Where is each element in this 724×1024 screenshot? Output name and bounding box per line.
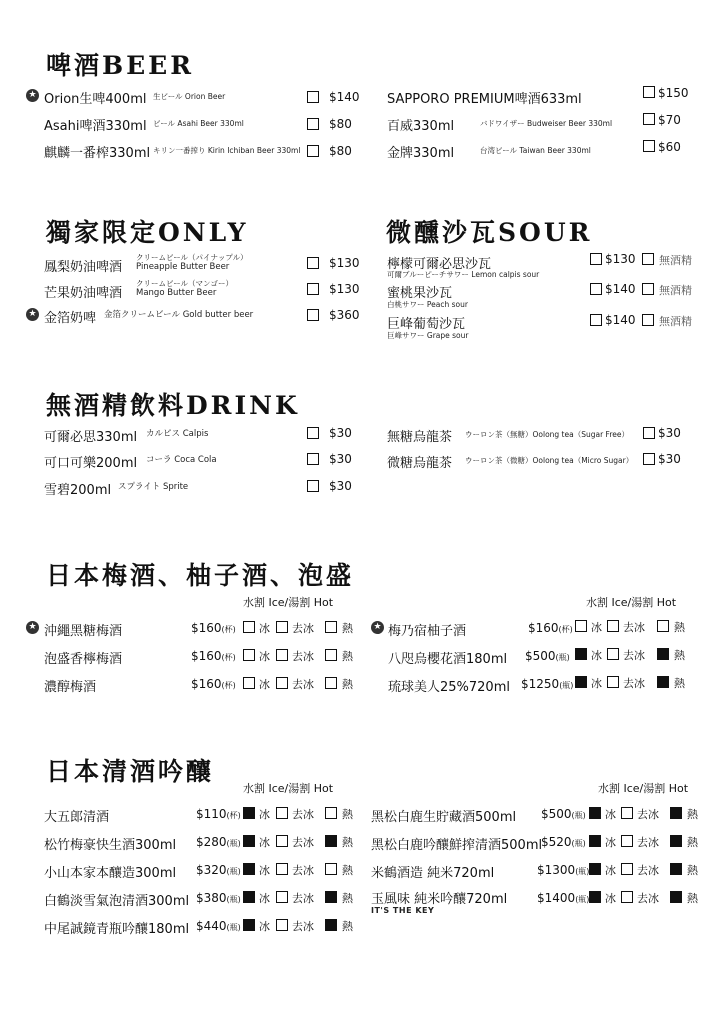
beer-item-price: $150 xyxy=(658,86,689,100)
exclusive-item-sub-en: Mango Butter Beer xyxy=(136,288,217,298)
beer-item-sub: ビール Asahi Beer 330ml xyxy=(153,119,244,128)
sake-price-value: $380 xyxy=(196,891,227,905)
order-checkbox[interactable] xyxy=(307,453,319,465)
hot-label: 熱 xyxy=(342,650,353,663)
section-heading-umeshu: 日本梅酒、柚子酒、泡盛 xyxy=(46,561,355,590)
sake-item-price xyxy=(537,891,589,905)
no-ice-checkbox[interactable] xyxy=(276,863,288,875)
ice-label: 冰 xyxy=(259,920,270,933)
umeshu-item-name: 濃醇梅酒 xyxy=(44,680,97,695)
exclusive-item-sub: クリームビール（パイナップル） xyxy=(136,253,248,262)
hot-checkbox[interactable] xyxy=(325,835,337,847)
sour-item-name: 蜜桃果沙瓦 xyxy=(387,286,453,301)
drink-item-price: $30 xyxy=(329,452,352,466)
ice-label: 冰 xyxy=(259,622,270,635)
ice-checkbox[interactable] xyxy=(243,891,255,903)
no-ice-label: 去冰 xyxy=(292,892,314,905)
sake-item-price xyxy=(541,807,586,821)
no-ice-label: 去冰 xyxy=(292,836,314,849)
umeshu-price-unit: (瓶) xyxy=(555,653,570,662)
umeshu-price-unit: (杯) xyxy=(221,625,236,634)
sake-price-unit: (瓶) xyxy=(575,895,590,904)
sake-item-price xyxy=(537,863,589,877)
hot-label: 熱 xyxy=(342,622,353,635)
drink-item-price: $30 xyxy=(329,426,352,440)
umeshu-item-name: 泡盛香檸梅酒 xyxy=(44,652,123,667)
umeshu-item-price xyxy=(521,677,573,691)
sake-price-unit: (瓶) xyxy=(226,839,241,848)
ice-label: 冰 xyxy=(605,836,616,849)
beer-item-price: $80 xyxy=(329,117,352,131)
non-alcohol-label: 無酒精 xyxy=(659,254,692,267)
ice-checkbox[interactable] xyxy=(243,807,255,819)
ice-checkbox[interactable] xyxy=(589,835,601,847)
order-checkbox[interactable] xyxy=(590,314,602,326)
ice-label: 冰 xyxy=(259,678,270,691)
non-alcohol-checkbox[interactable] xyxy=(642,253,654,265)
umeshu-price-value: $160 xyxy=(528,621,559,635)
section-heading-beer: 啤酒BEER xyxy=(46,51,195,80)
beer-item-name: 百威330ml xyxy=(387,119,455,134)
beer-item-price: $140 xyxy=(329,90,360,104)
drink-item-name: 無糖烏龍茶 xyxy=(387,430,453,445)
sake-item-name: 黑松白鹿生貯藏酒500ml xyxy=(371,810,517,825)
exclusive-item-name: 鳳梨奶油啤酒 xyxy=(44,260,123,275)
no-ice-label: 去冰 xyxy=(292,920,314,933)
umeshu-item-price xyxy=(191,677,236,691)
no-ice-checkbox[interactable] xyxy=(276,649,288,661)
beer-item-sub: 台湾ビール Taiwan Beer 330ml xyxy=(480,146,591,155)
no-ice-checkbox[interactable] xyxy=(276,835,288,847)
order-checkbox[interactable] xyxy=(643,113,655,125)
sake-item-name: 米鶴酒造 純米720ml xyxy=(371,866,495,881)
hot-label: 熱 xyxy=(342,678,353,691)
order-checkbox[interactable] xyxy=(643,140,655,152)
ice-label: 冰 xyxy=(259,892,270,905)
ice-checkbox[interactable] xyxy=(575,648,587,660)
exclusive-item-price: $130 xyxy=(329,256,360,270)
umeshu-price-unit: (杯) xyxy=(221,681,236,690)
hot-label: 熱 xyxy=(342,920,353,933)
order-checkbox[interactable] xyxy=(307,309,319,321)
no-ice-checkbox[interactable] xyxy=(276,807,288,819)
drink-item-name: 雪碧200ml xyxy=(44,483,112,498)
ice-label: 冰 xyxy=(259,836,270,849)
hot-label: 熱 xyxy=(342,808,353,821)
beer-item-name: Orion生啤400ml xyxy=(44,92,147,107)
order-checkbox[interactable] xyxy=(590,283,602,295)
beer-item-price: $70 xyxy=(658,113,681,127)
no-ice-label: 去冰 xyxy=(623,677,645,690)
order-checkbox[interactable] xyxy=(590,253,602,265)
order-checkbox[interactable] xyxy=(643,427,655,439)
ice-label: 冰 xyxy=(605,864,616,877)
hot-label: 熱 xyxy=(687,864,698,877)
hot-checkbox[interactable] xyxy=(670,835,682,847)
hot-checkbox[interactable] xyxy=(325,863,337,875)
hot-checkbox[interactable] xyxy=(657,648,669,660)
umeshu-item-price xyxy=(191,649,236,663)
no-ice-checkbox[interactable] xyxy=(276,891,288,903)
umeshu-price-unit: (杯) xyxy=(558,625,573,634)
sake-price-unit: (瓶) xyxy=(226,923,241,932)
umeshu-price-unit: (杯) xyxy=(221,653,236,662)
drink-item-price: $30 xyxy=(329,479,352,493)
ice-label: 冰 xyxy=(259,864,270,877)
exclusive-item-name: 芒果奶油啤酒 xyxy=(44,286,123,301)
ice-label: 冰 xyxy=(591,621,602,634)
sake-price-unit: (瓶) xyxy=(571,839,586,848)
ice-checkbox[interactable] xyxy=(243,863,255,875)
ice-label: 冰 xyxy=(591,649,602,662)
hot-checkbox[interactable] xyxy=(670,863,682,875)
beer-item-name: Asahi啤酒330ml xyxy=(44,119,147,134)
hot-checkbox[interactable] xyxy=(670,807,682,819)
sake-price-value: $320 xyxy=(196,863,227,877)
hot-checkbox[interactable] xyxy=(657,620,669,632)
umeshu-price-value: $500 xyxy=(525,649,556,663)
sour-item-price: $140 xyxy=(605,313,636,327)
no-ice-label: 去冰 xyxy=(637,808,659,821)
hot-checkbox[interactable] xyxy=(670,891,682,903)
ice-label: 冰 xyxy=(605,808,616,821)
order-checkbox[interactable] xyxy=(307,257,319,269)
ice-checkbox[interactable] xyxy=(243,677,255,689)
sake-item-name: 玉風味 純米吟釀720ml xyxy=(371,892,508,907)
drink-item-name: 微糖烏龍茶 xyxy=(387,456,453,471)
serving-options-header: 水割 Ice/湯割 Hot xyxy=(598,782,689,795)
sake-item-name: 黑松白鹿吟釀鮮搾清酒500ml xyxy=(371,838,543,853)
umeshu-price-value: $160 xyxy=(191,649,222,663)
star-icon: ★ xyxy=(371,621,384,634)
umeshu-price-unit: (瓶) xyxy=(559,681,574,690)
sake-item-name: 中尾誠鏡青瓶吟釀180ml xyxy=(44,922,190,937)
section-heading-sour: 微醺沙瓦SOUR xyxy=(386,218,593,247)
serving-options-header: 水割 Ice/湯割 Hot xyxy=(243,782,334,795)
ice-checkbox[interactable] xyxy=(575,620,587,632)
exclusive-item-sub: 金箔クリームビール Gold butter beer xyxy=(104,310,254,320)
drink-item-name: 可爾必思330ml xyxy=(44,430,138,445)
beer-item-sub: バドワイザー Budweiser Beer 330ml xyxy=(480,119,613,128)
no-ice-checkbox[interactable] xyxy=(276,677,288,689)
order-checkbox[interactable] xyxy=(643,453,655,465)
drink-item-price: $30 xyxy=(658,426,681,440)
no-ice-checkbox[interactable] xyxy=(276,621,288,633)
ice-checkbox[interactable] xyxy=(243,919,255,931)
no-ice-checkbox[interactable] xyxy=(607,648,619,660)
drink-item-sub: カルピス Calpis xyxy=(146,429,209,439)
ice-label: 冰 xyxy=(605,892,616,905)
sour-item-sub: 巨峰サワー Grape sour xyxy=(387,331,469,340)
sake-item-price xyxy=(196,919,241,933)
non-alcohol-label: 無酒精 xyxy=(659,315,692,328)
hot-label: 熱 xyxy=(342,892,353,905)
order-checkbox[interactable] xyxy=(307,283,319,295)
umeshu-item-name: 琉球美人25%720ml xyxy=(388,680,510,695)
sake-price-value: $440 xyxy=(196,919,227,933)
non-alcohol-checkbox[interactable] xyxy=(642,314,654,326)
sour-item-name: 檸檬可爾必思沙瓦 xyxy=(387,257,492,272)
beer-item-name: SAPPORO PREMIUM啤酒633ml xyxy=(387,92,582,107)
umeshu-item-price xyxy=(525,649,570,663)
umeshu-item-name: 八咫烏櫻花酒180ml xyxy=(388,652,508,667)
ice-label: 冰 xyxy=(591,677,602,690)
no-ice-checkbox[interactable] xyxy=(621,807,633,819)
ice-checkbox[interactable] xyxy=(243,621,255,633)
section-heading-exclusive: 獨家限定ONLY xyxy=(46,218,249,247)
sake-item-name: 白鶴淡雪氣泡清酒300ml xyxy=(44,894,190,909)
ice-checkbox[interactable] xyxy=(243,835,255,847)
no-ice-label: 去冰 xyxy=(637,836,659,849)
sake-price-unit: (瓶) xyxy=(575,867,590,876)
order-checkbox[interactable] xyxy=(307,480,319,492)
no-ice-label: 去冰 xyxy=(292,622,314,635)
no-ice-checkbox[interactable] xyxy=(607,620,619,632)
sour-item-sub: 白桃サワー Peach sour xyxy=(387,300,468,309)
sake-price-value: $280 xyxy=(196,835,227,849)
no-ice-label: 去冰 xyxy=(637,864,659,877)
no-ice-label: 去冰 xyxy=(292,864,314,877)
hot-checkbox[interactable] xyxy=(325,621,337,633)
ice-checkbox[interactable] xyxy=(589,863,601,875)
umeshu-price-value: $160 xyxy=(191,621,222,635)
sake-price-unit: (瓶) xyxy=(226,867,241,876)
ice-checkbox[interactable] xyxy=(589,807,601,819)
umeshu-item-price xyxy=(191,621,236,635)
sour-item-price: $140 xyxy=(605,282,636,296)
serving-options-header: 水割 Ice/湯割 Hot xyxy=(243,596,334,609)
exclusive-item-price: $360 xyxy=(329,308,360,322)
no-ice-label: 去冰 xyxy=(623,621,645,634)
sake-item-price xyxy=(196,807,241,821)
sake-price-unit: (瓶) xyxy=(571,811,586,820)
drink-item-sub: コーラ Coca Cola xyxy=(146,455,217,465)
non-alcohol-label: 無酒精 xyxy=(659,284,692,297)
sake-item-price xyxy=(196,863,241,877)
beer-item-sub: キリン一番搾り Kirin Ichiban Beer 330ml xyxy=(153,146,301,155)
order-checkbox[interactable] xyxy=(307,118,319,130)
star-icon: ★ xyxy=(26,621,39,634)
hot-checkbox[interactable] xyxy=(325,891,337,903)
hot-checkbox[interactable] xyxy=(657,676,669,688)
section-heading-sake: 日本清酒吟釀 xyxy=(46,757,215,786)
sake-item-name: 小山本家本釀造300ml xyxy=(44,866,177,881)
sour-item-price: $130 xyxy=(605,252,636,266)
sour-item-name: 巨峰葡萄沙瓦 xyxy=(387,317,466,332)
order-checkbox[interactable] xyxy=(307,145,319,157)
no-ice-label: 去冰 xyxy=(292,678,314,691)
hot-label: 熱 xyxy=(674,649,685,662)
hot-label: 熱 xyxy=(674,677,685,690)
exclusive-item-name: 金箔奶啤 xyxy=(44,311,97,326)
order-checkbox[interactable] xyxy=(307,427,319,439)
sake-price-value: $110 xyxy=(196,807,227,821)
hot-label: 熱 xyxy=(687,808,698,821)
sake-price-value: $1400 xyxy=(537,891,576,905)
sake-item-name: 松竹梅豪快生酒300ml xyxy=(44,838,177,853)
sake-item-price xyxy=(541,835,586,849)
beer-item-name: 麒麟一番榨330ml xyxy=(44,146,151,161)
hot-checkbox[interactable] xyxy=(325,649,337,661)
order-checkbox[interactable] xyxy=(643,86,655,98)
sake-price-unit: (瓶) xyxy=(226,895,241,904)
sour-item-sub: 可爾ブルーピーチサワー Lemon calpis sour xyxy=(387,270,540,279)
sake-price-value: $520 xyxy=(541,835,572,849)
section-heading-drink: 無酒精飲料DRINK xyxy=(46,391,300,420)
sake-item-price xyxy=(196,891,241,905)
no-ice-label: 去冰 xyxy=(292,808,314,821)
no-ice-label: 去冰 xyxy=(292,650,314,663)
hot-label: 熱 xyxy=(687,836,698,849)
drink-item-price: $30 xyxy=(658,452,681,466)
hot-label: 熱 xyxy=(342,864,353,877)
ice-checkbox[interactable] xyxy=(575,676,587,688)
beer-item-price: $80 xyxy=(329,144,352,158)
sake-price-unit: (杯) xyxy=(226,811,241,820)
no-ice-checkbox[interactable] xyxy=(621,863,633,875)
beer-item-sub: 生ビール Orion Beer xyxy=(153,92,226,101)
exclusive-item-sub-en: Pineapple Butter Beer xyxy=(136,262,230,272)
no-ice-checkbox[interactable] xyxy=(621,835,633,847)
sake-item-note: IT'S THE KEY xyxy=(371,906,435,915)
beer-item-price: $60 xyxy=(658,140,681,154)
hot-checkbox[interactable] xyxy=(325,919,337,931)
sake-price-value: $1300 xyxy=(537,863,576,877)
ice-checkbox[interactable] xyxy=(589,891,601,903)
sake-price-value: $500 xyxy=(541,807,572,821)
hot-label: 熱 xyxy=(687,892,698,905)
hot-label: 熱 xyxy=(342,836,353,849)
umeshu-item-price xyxy=(528,621,573,635)
umeshu-price-value: $160 xyxy=(191,677,222,691)
no-ice-checkbox[interactable] xyxy=(276,919,288,931)
serving-options-header: 水割 Ice/湯割 Hot xyxy=(586,596,677,609)
order-checkbox[interactable] xyxy=(307,91,319,103)
drink-item-sub: ウーロン茶（無糖）Oolong tea（Sugar Free） xyxy=(465,430,629,439)
star-icon: ★ xyxy=(26,89,39,102)
sake-item-name: 大五郎清酒 xyxy=(44,810,110,825)
hot-checkbox[interactable] xyxy=(325,677,337,689)
umeshu-price-value: $1250 xyxy=(521,677,560,691)
ice-checkbox[interactable] xyxy=(243,649,255,661)
ice-label: 冰 xyxy=(259,650,270,663)
drink-item-sub: ウーロン茶（微糖）Oolong tea（Micro Sugar） xyxy=(465,456,634,465)
no-ice-label: 去冰 xyxy=(623,649,645,662)
drink-item-sub: スプライト Sprite xyxy=(118,482,189,492)
sake-item-price xyxy=(196,835,241,849)
beer-item-name: 金牌330ml xyxy=(387,146,455,161)
no-ice-label: 去冰 xyxy=(637,892,659,905)
ice-label: 冰 xyxy=(259,808,270,821)
umeshu-item-name: 梅乃宿柚子酒 xyxy=(388,624,467,639)
star-icon: ★ xyxy=(26,308,39,321)
drink-item-name: 可口可樂200ml xyxy=(44,456,138,471)
no-ice-checkbox[interactable] xyxy=(621,891,633,903)
hot-checkbox[interactable] xyxy=(325,807,337,819)
hot-label: 熱 xyxy=(674,621,685,634)
non-alcohol-checkbox[interactable] xyxy=(642,283,654,295)
exclusive-item-price: $130 xyxy=(329,282,360,296)
no-ice-checkbox[interactable] xyxy=(607,676,619,688)
umeshu-item-name: 沖繩黑糖梅酒 xyxy=(44,624,123,639)
exclusive-item-sub: クリームビール（マンゴー） xyxy=(136,279,234,288)
